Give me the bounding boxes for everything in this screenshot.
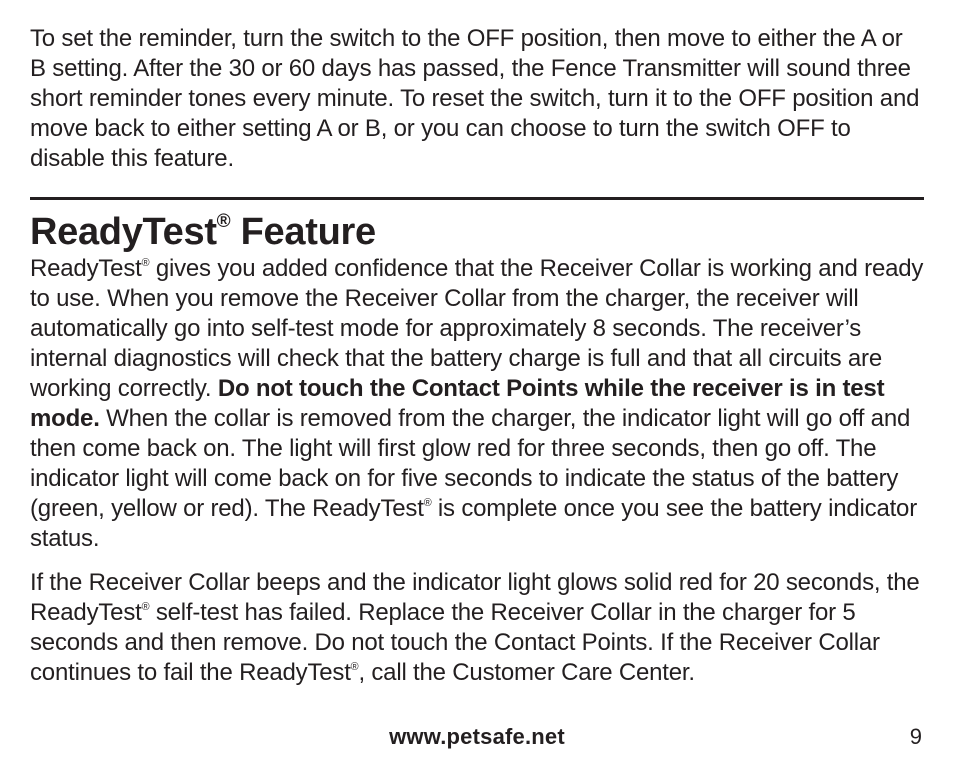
p2-text-3: , call the Customer Care Center. xyxy=(358,659,695,686)
registered-mark: ® xyxy=(216,210,231,232)
registered-mark: ® xyxy=(141,256,150,269)
registered-mark: ® xyxy=(423,496,432,509)
warning-bold-text: Do not touch the Contact Points while the receiver is in test mode. xyxy=(30,375,885,432)
registered-mark: ® xyxy=(141,600,150,613)
p1-text-1: ReadyTest xyxy=(30,255,142,282)
p1-text-2: gives you added confidence that the Receiver Collar is working and ready to use. When you remove the Receiver Collar from the charger, the receiver will automatically go into self-test mode for approximately 8 seconds. The receiver’s internal diagnostics will check that the battery charge is full and that all circuits are working correctly. xyxy=(30,255,924,402)
p2-text-1: If the Receiver Collar beeps and the indicator light glows solid red for 20 seconds, the ReadyTest xyxy=(30,569,920,626)
p2-text-2: self-test has failed. Replace the Receiver Collar in the charger for 5 seconds and then remove. Do not touch the Contact Points. If the Receiver Collar continues to fail the ReadyTest xyxy=(30,599,880,686)
page-number: 9 xyxy=(909,724,922,749)
p1-text-3: When the collar is removed from the charger, the indicator light will go off and then come back on. The light will first glow red for three seconds, then go off. The indicator light will come back on for five seconds to indicate the status of the battery (green, yellow or red). The ReadyTest xyxy=(30,405,911,522)
footer-website-url: www.petsafe.net xyxy=(389,724,565,749)
intro-paragraph: To set the reminder, turn the switch to the OFF position, then move to either the A or B setting. After the 30 or 60 days has passed, the Fence Transmitter will sound three short reminder tones every minute. To reset the switch, turn it to the OFF position and move back to either setting A or B, or you can choose to turn the switch OFF to disable this feature. xyxy=(30,25,920,172)
heading-rest: Feature xyxy=(230,211,376,253)
registered-mark: ® xyxy=(350,660,359,673)
readytest-description-paragraph xyxy=(30,254,924,554)
section-heading xyxy=(30,210,924,254)
document-page xyxy=(30,24,924,688)
readytest-failure-paragraph xyxy=(30,568,924,688)
section-divider xyxy=(30,197,924,200)
p1-text-4: is complete once you see the battery indicator status. xyxy=(30,495,917,552)
heading-main: ReadyTest xyxy=(30,211,217,253)
